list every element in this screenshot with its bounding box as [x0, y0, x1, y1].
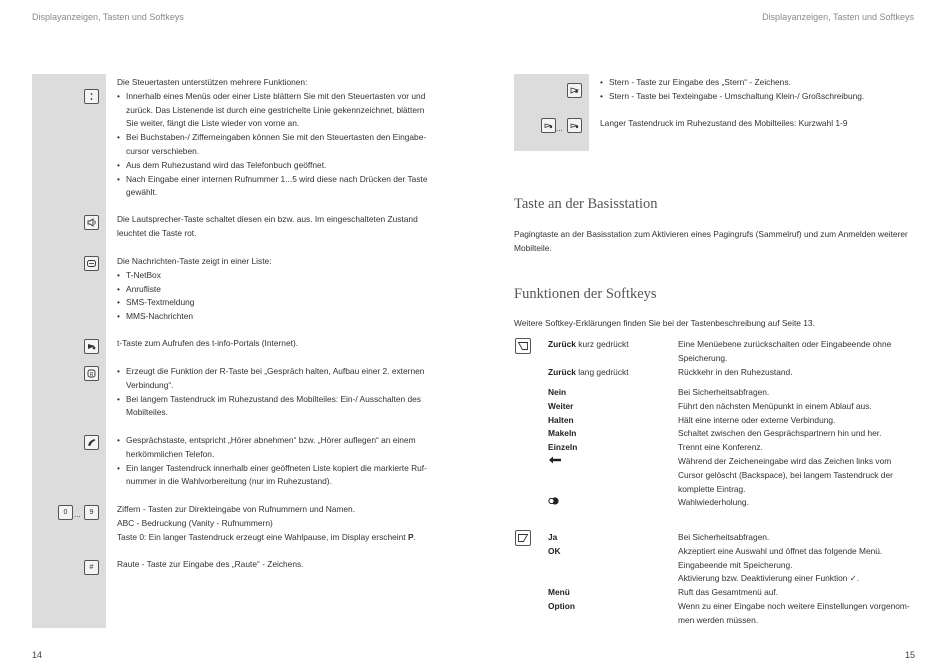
list-item: • SMS-Textmeldung: [126, 296, 437, 310]
softkey-row: Weiter Führt den nächsten Menüpunkt in einem Ablauf aus.: [548, 400, 872, 411]
digit-key-9-icon: [567, 118, 582, 133]
softkey-row: Ja Bei Sicherheitsabfragen.: [548, 532, 770, 542]
t-key-icon: [84, 339, 99, 354]
softkey-row: OK Akzeptiert eine Auswahl und öffnet das folgende Menü. Eingabeende mit Speicherung. Aktivierung bzw. Deaktivierung einer Funktion ✓.: [548, 545, 883, 584]
gespraechstaste-entry: [117, 434, 437, 489]
nachrichten-list: [117, 269, 437, 324]
list-item: • Aus dem Ruhezustand wird das Telefonbuch geöffnet.: [126, 159, 437, 173]
lautsprecher-line-1: Die Lautsprecher-Taste schaltet diesen ein bzw. aus. Im eingeschalteten Zustand: [117, 214, 418, 224]
svg-text:R: R: [89, 372, 94, 378]
right-softkey-icon: [515, 530, 531, 546]
list-item: • Bei langem Tastendruck im Ruhezustand des Mobilteiles: Ein-/ Ausschalten des Mobilteiles.: [126, 393, 437, 421]
redial-icon: [548, 498, 560, 508]
softkey-row: Wahlwiederholung.: [548, 496, 914, 511]
backspace-arrow-icon: [548, 457, 562, 467]
steuertasten-list: [117, 90, 437, 200]
softkey-row: Makeln Schaltet zwischen den Gesprächspartnern hin und her.: [548, 428, 882, 439]
page-number-left: 14: [32, 650, 43, 660]
list-item: • T-NetBox: [126, 269, 437, 283]
list-item: • Innerhalb eines Menüs oder einer Liste blättern Sie mit den Steuertasten vor und zurück. Das Listenende ist durch eine gestrichelte Linie gekennzeichnet, blättern Sie weiter, fängt die Liste wieder von vorne an.: [126, 90, 437, 131]
r-key-icon: [84, 366, 99, 381]
star-key-icon: [567, 83, 582, 98]
lautsprecher-entry: [117, 213, 437, 241]
list-item: • Bei Buchstaben-/ Zifferneingaben können Sie mit den Steuertasten den Eingabe- cursor verschieben.: [126, 131, 437, 159]
list-item: • Gesprächstaste, entspricht „Hörer abnehmen“ bzw. „Hörer auflegen“ an einem herkömmlichen Telefon.: [126, 434, 437, 462]
lautsprecher-line-2: leuchtet die Taste rot.: [117, 227, 197, 238]
navigation-key-icon: [84, 89, 99, 104]
key-range-ellipsis: ...: [556, 124, 563, 133]
key-range-ellipsis: ...: [74, 510, 81, 519]
softkey-row: Menü Ruft das Gesamtmenü auf.: [548, 587, 779, 598]
list-item: • Stern - Taste zur Eingabe des „Stern“ - Zeichens.: [609, 76, 920, 90]
message-key-icon: [84, 256, 99, 271]
handset-key-icon: [84, 435, 99, 450]
r-taste-entry: [117, 365, 437, 420]
left-softkey-icon: [515, 338, 531, 354]
list-item: • Anrufliste: [126, 283, 437, 297]
basis-heading: Taste an der Basisstation: [514, 196, 658, 212]
list-item: • Nach Eingabe einer internen Rufnummer 1...5 wird diese nach Drücken der Taste gewählt.: [126, 173, 437, 201]
digit-key-9-icon: 9: [84, 505, 99, 520]
softkeys-right-table: [548, 531, 914, 628]
stern-entry: [600, 76, 920, 104]
r-taste-list: [117, 365, 437, 420]
kurzwahl-entry: Langer Tastendruck im Ruhezustand des Mobilteiles: Kurzwahl 1-9: [600, 118, 848, 128]
list-item: • Erzeugt die Funktion der R-Taste bei „Gespräch halten, Aufbau einer 2. externen Verbindung“.: [126, 365, 437, 393]
softkey-row: Zurück kurz gedrückt Eine Menüebene zurückschalten oder Eingabeende ohne Speicherung.: [548, 339, 892, 363]
basis-text: Pagingtaste an der Basisstation zum Aktivieren eines Pagingrufs (Sammelruf) und zum Anmelden weiterer Mobilteile.: [514, 229, 908, 253]
page-number-right: 15: [905, 650, 916, 660]
steuertasten-entry: Die Steuertasten unterstützen mehrere Funktionen: • Innerhalb eines Menüs oder einer Liste blättern Sie mit den Steuertasten vor und zurück. Das Listenende ist durch eine gestrichelte Linie gekennzeichnet, blättern Sie weiter, fängt die Liste wieder von vorne an. • Bei Buchstaben-/ Zifferneingaben können Sie mit den Steuertasten den Eingabe- cursor verschieben. • Aus dem Ruhezustand wird das Telefonbuch geöffnet. • Nach Eingabe einer internen Rufnummer 1...5 wird diese nach Drücken der Taste gewählt.: [117, 76, 437, 200]
softkey-row: Nein Bei Sicherheitsabfragen.: [548, 387, 770, 397]
digit-key-0-icon: 0: [58, 505, 73, 520]
t-taste-entry: t-Taste zum Aufrufen des t-info-Portals (Internet).: [117, 338, 299, 348]
stern-list: [600, 76, 920, 104]
softkeys-intro: Weitere Softkey-Erklärungen finden Sie bei der Tastenbeschreibung auf Seite 13.: [514, 318, 815, 328]
list-item: • Ein langer Tastendruck innerhalb einer geöffneten Liste kopiert die markierte Ruf- nummer in die Wahlvorbereitung (nur im Ruhezustand).: [126, 462, 437, 490]
nachrichten-entry: Die Nachrichten-Taste zeigt in einer Liste: • T-NetBox • Anrufliste • SMS-Textmeldung • MMS-Nachrichten: [117, 255, 437, 324]
softkeys-mid-table: [548, 386, 914, 511]
softkeys-zurueck-table: [548, 338, 914, 379]
running-header-left: Displayanzeigen, Tasten und Softkeys: [32, 12, 184, 22]
running-header-right: Displayanzeigen, Tasten und Softkeys: [762, 12, 914, 22]
raute-entry: Raute - Taste zur Eingabe des „Raute“ - Zeichens.: [117, 559, 304, 569]
softkeys-heading: Funktionen der Softkeys: [514, 286, 657, 302]
softkey-row: Einzeln Trennt eine Konferenz.: [548, 442, 763, 453]
list-item: • Stern - Taste bei Texteingabe - Umschaltung Klein-/ Großschreibung.: [609, 90, 920, 104]
softkey-row: Zurück lang gedrückt Rückkehr in den Ruhezustand.: [548, 366, 793, 377]
speaker-key-icon: [84, 215, 99, 230]
ziffern-entry: Ziffern - Tasten zur Direkteingabe von Rufnummern und Namen. ABC - Bedruckung (Vanity - Rufnummern) Taste 0: Ein langer Tastendruck erzeugt eine Wahlpause, im Display erscheint P.: [117, 504, 416, 542]
softkey-row: Während der Zeicheneingabe wird das Zeichen links vom Cursor gelöscht (Backspace), bei langem Tastendruck der komplette Eintrag.: [548, 455, 914, 496]
gespraechstaste-list: [117, 434, 437, 489]
softkey-row: Halten Hält eine interne oder externe Verbindung.: [548, 414, 836, 425]
digit-key-1-icon: [541, 118, 556, 133]
list-item: • MMS-Nachrichten: [126, 310, 437, 324]
hash-key-icon: #: [84, 560, 99, 575]
softkey-row: Option Wenn zu einer Eingabe noch weitere Einstellungen vorgenom- men werden müssen.: [548, 600, 910, 625]
